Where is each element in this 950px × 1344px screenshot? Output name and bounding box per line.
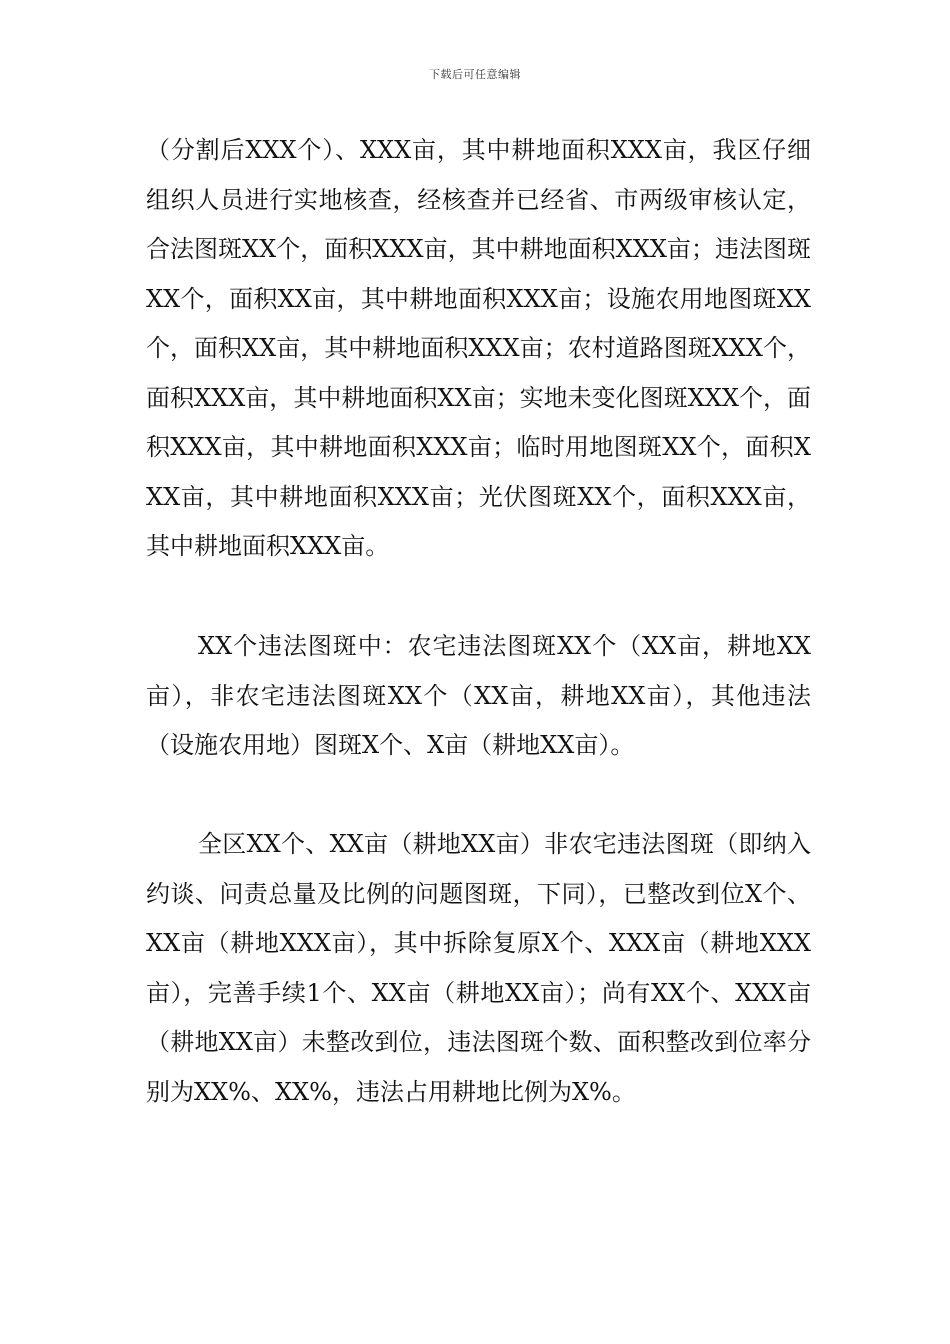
page-header: 下载后可任意编辑 xyxy=(429,68,521,81)
paragraph-1: （分割后XXX个）、XXX亩，其中耕地面积XXX亩，我区仔细组织人员进行实地核查，经核查并已经省、市两级审核认定，合法图斑XX个，面积XXX亩，其中耕地面积XXX亩；违法图斑XX个，面积XX亩，其中耕地面积XXX亩；设施农用地图斑XX个，面积XX亩，其中耕地面积XXX亩；农村道路图斑XXX个，面积XXX亩，其中耕地面积XX亩；实地未变化图斑XXX个，面积XXX亩，其中耕地面积XXX亩；临时用地图斑XX个，面积XXX亩，其中耕地面积XXX亩；光伏图斑XX个，面积XXX亩，其中耕地面积XXX亩。 xyxy=(146,136,811,560)
paragraph-2: XX个违法图斑中：农宅违法图斑XX个（XX亩，耕地XX亩），非农宅违法图斑XX个（XX亩，耕地XX亩），其他违法（设施农用地）图斑X个、X亩（耕地XX亩）。 xyxy=(146,632,811,759)
paragraph-3: 全区XX个、XX亩（耕地XX亩）非农宅违法图斑（即纳入约谈、问责总量及比例的问题图斑，下同），已整改到位X个、XX亩（耕地XXX亩），其中拆除复原X个、XXX亩（耕地XXX亩），完善手续1个、XX亩（耕地XX亩）；尚有XX个、XXX亩（耕地XX亩）未整改到位，违法图斑个数、面积整改到位率分别为XX%、XX%，违法占用耕地比例为X%。 xyxy=(146,830,811,1106)
